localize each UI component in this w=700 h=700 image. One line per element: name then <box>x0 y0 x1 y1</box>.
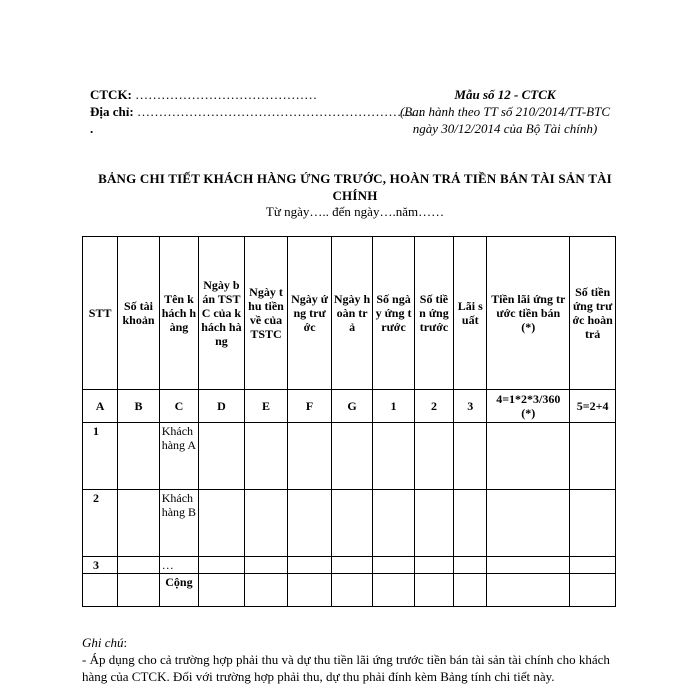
col-header: Số tài khoản <box>118 237 159 390</box>
col-code: 1 <box>373 390 414 423</box>
address-label: Địa chỉ: <box>90 104 134 119</box>
row-customer-name: Khách hàng A <box>159 423 198 490</box>
col-code: 2 <box>414 390 453 423</box>
row-stt: 1 <box>83 423 118 490</box>
table-row <box>83 557 616 574</box>
col-header: STT <box>83 237 118 390</box>
col-code: 4=1*2*3/360 (*) <box>487 390 570 423</box>
col-header: Ngày bán TSTC của khách hàng <box>199 237 245 390</box>
address-row <box>90 103 423 120</box>
address-dots: ………………………………………………………… <box>136 104 423 119</box>
col-code: B <box>118 390 159 423</box>
col-header: Ngày ứng trước <box>288 237 332 390</box>
company-row <box>90 86 380 103</box>
document-title: BẢNG CHI TIẾT KHÁCH HÀNG ỨNG TRƯỚC, HOÀN TRẢ TIỀN BÁN TÀI SẢN TÀI CHÍNH <box>98 171 612 203</box>
address-tail: . <box>90 121 94 136</box>
notes-line: - Áp dụng cho cả trường hợp phải thu và dự thu tiền lãi ứng trước tiền bán tài sản tài chính cho khách hàng của CTCK. Đối với trường hợp phải thu, dự thu phải đính kèm Bảng tính chi tiết này. <box>82 652 610 684</box>
col-header: Ngày hoàn trả <box>331 237 372 390</box>
company-info <box>90 86 423 137</box>
col-code: G <box>331 390 372 423</box>
total-row <box>83 574 616 607</box>
col-code: D <box>199 390 245 423</box>
col-header: Số ngày ứng trước <box>373 237 414 390</box>
row-stt: 2 <box>83 490 118 557</box>
total-label: Cộng <box>159 574 198 607</box>
header-row <box>83 237 616 390</box>
date-range: Từ ngày….. đến ngày….năm…… <box>265 204 445 219</box>
detail-table <box>82 236 616 607</box>
col-code: F <box>288 390 332 423</box>
col-header: Ngày thu tiền về của TSTC <box>244 237 288 390</box>
company-dots: …………………………………… <box>135 87 318 102</box>
notes <box>82 634 612 685</box>
col-header: Tiền lãi ứng trước tiền bán (*) <box>487 237 570 390</box>
table-row <box>83 423 616 490</box>
form-reference <box>385 86 625 137</box>
col-header: Lãi suất <box>454 237 487 390</box>
row-stt: 3 <box>83 557 118 574</box>
row-stt <box>83 574 118 607</box>
row-customer-name: … <box>159 557 198 574</box>
table-row <box>83 490 616 557</box>
col-code: 5=2+4 <box>570 390 616 423</box>
issued-by-line2: ngày 30/12/2014 của Bộ Tài chính) <box>412 121 598 136</box>
col-code: 3 <box>454 390 487 423</box>
issued-by-line1: (Ban hành theo TT số 210/2014/TT-BTC <box>399 104 611 119</box>
col-header: Số tiền ứng trước <box>414 237 453 390</box>
notes-colon: : <box>123 635 128 650</box>
form-number: Mẫu số 12 - CTCK <box>454 87 556 102</box>
row-customer-name: Khách hàng B <box>159 490 198 557</box>
code-row <box>83 390 616 423</box>
col-code: C <box>159 390 198 423</box>
col-header: Tên khách hàng <box>159 237 198 390</box>
col-header: Số tiền ứng trước hoàn trả <box>570 237 616 390</box>
notes-label: Ghi chú <box>82 635 124 650</box>
company-label: CTCK: <box>90 87 132 102</box>
col-code: E <box>244 390 288 423</box>
col-code: A <box>83 390 118 423</box>
